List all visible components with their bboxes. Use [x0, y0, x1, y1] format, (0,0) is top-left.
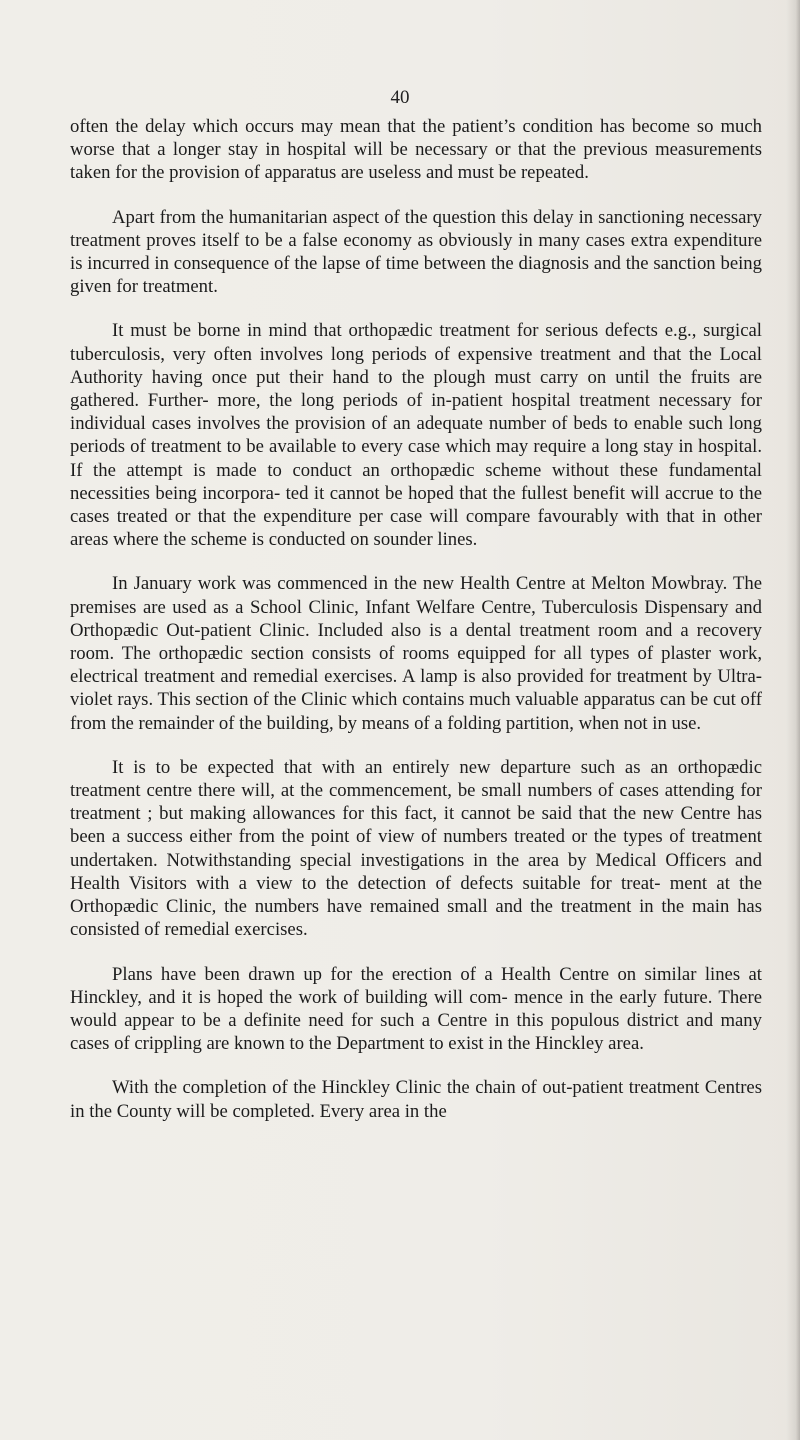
paragraph-4: In January work was commenced in the new Health Centre at Melton Mowbray. The premises are used as a School Clinic, Infant Welfare Centre, Tuberculosis Dispensary and Orthopædic Out-patient Clinic. Included also is a dental treatment room and a recovery room. The orthopædic section consists of rooms equipped for all types of plaster work, electrical treatment and remedial exercises. A lamp is also provided for treatment by Ultra-violet rays. This section of the Clinic which contains much valuable apparatus can be cut off from the remainder of the building, by means of a folding partition, when not in use. [70, 573, 762, 734]
page-number: 40 [390, 87, 410, 108]
paragraph-1: often the delay which occurs may mean that the patient’s condition has become so much worse that a longer stay in hospital will be necessary or that the previous measurements taken for the provision of apparatus are useless and must be repeated. [70, 116, 762, 184]
body-text [70, 115, 762, 1123]
paragraph-3: It must be borne in mind that orthopædic treatment for serious defects e.g., surgical tuberculosis, very often involves long periods of expensive treatment and that the Local Authority having once put their hand to the plough must carry on until the fruits are gathered. Further- more, the long periods of in-patient hospital treatment necessary for individual cases involves the provision of an adequate number of beds to enable such long periods of treatment to be available to every case which may require a long stay in hospital. If the attempt is made to conduct an orthopædic scheme without these fundamental necessities being incorpora- ted it cannot be hoped that the fullest benefit will accrue to the cases treated or that the expenditure per case will compare favourably with that in other areas where the scheme is conducted on sounder lines. [70, 320, 762, 551]
page-edge-shadow [786, 0, 800, 1440]
paragraph-5: It is to be expected that with an entirely new departure such as an orthopædic treatment centre there will, at the commencement, be small numbers of cases attending for treatment ; but making allowances for this fact, it cannot be said that the new Centre has been a success either from the point of view of numbers treated or the types of treatment undertaken. Notwithstanding special investigations in the area by Medical Officers and Health Visitors with a view to the detection of defects suitable for treat- ment at the Orthopædic Clinic, the numbers have remained small and the treatment in the main has consisted of remedial exercises. [70, 756, 762, 941]
paragraph-7: With the completion of the Hinckley Clinic the chain of out-patient treatment Centres in the County will be completed. Every area in the [70, 1077, 762, 1122]
paragraph-6: Plans have been drawn up for the erection of a Health Centre on similar lines at Hinckley, and it is hoped the work of building will com- mence in the early future. There would appear to be a definite need for such a Centre in this populous district and many cases of crippling are known to the Department to exist in the Hinckley area. [70, 963, 762, 1055]
paragraph-2: Apart from the humanitarian aspect of the question this delay in sanctioning necessary treatment proves itself to be a false economy as obviously in many cases extra expenditure is incurred in consequence of the lapse of time between the diagnosis and the sanction being given for treatment. [70, 206, 762, 298]
